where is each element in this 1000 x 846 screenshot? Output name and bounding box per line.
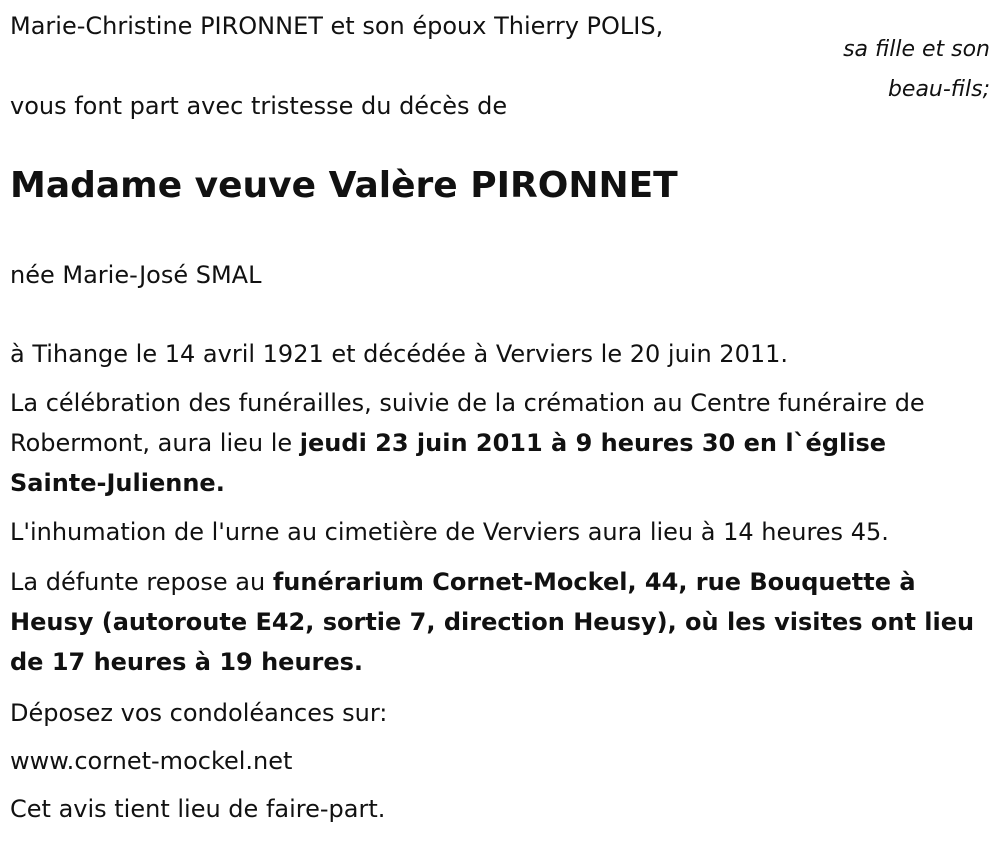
closing-note: Cet avis tient lieu de faire-part. [10, 795, 386, 823]
repose-intro: La défunte repose au [10, 568, 273, 596]
repose-paragraph [10, 562, 985, 682]
repose-details: funérarium Cornet-Mockel, 44, rue Bouquette à Heusy (autoroute E42, sortie 7, direction Heusy), où les visites ont lieu de 17 heures à 19 heures. [10, 568, 975, 676]
deceased-name: Madame veuve Valère PIRONNET [10, 165, 678, 206]
family-relation [843, 30, 990, 110]
announcement-text: vous font part avec tristesse du décès de [10, 92, 508, 120]
family-relation-line-1: sa fille et son [843, 37, 990, 62]
condolences-website: www.cornet-mockel.net [10, 747, 293, 775]
ceremony-details: jeudi 23 juin 2011 à 9 heures 30 en l`église Sainte-Julienne. [10, 429, 887, 497]
ceremony-intro: La célébration des funérailles, suivie de la crémation au Centre funéraire de Robermont, aura lieu le [10, 389, 925, 457]
urn-burial-info: L'inhumation de l'urne au cimetière de Verviers aura lieu à 14 heures 45. [10, 518, 889, 546]
family-announcers: Marie-Christine PIRONNET et son époux Thierry POLIS, [10, 12, 664, 40]
birth-death-details: à Tihange le 14 avril 1921 et décédée à Verviers le 20 juin 2011. [10, 340, 789, 368]
maiden-name: née Marie-José SMAL [10, 261, 262, 289]
obituary-notice [10, 0, 990, 846]
family-relation-line-2: beau-fils; [887, 77, 990, 102]
funeral-ceremony-paragraph [10, 383, 985, 503]
condolences-label: Déposez vos condoléances sur: [10, 699, 388, 727]
